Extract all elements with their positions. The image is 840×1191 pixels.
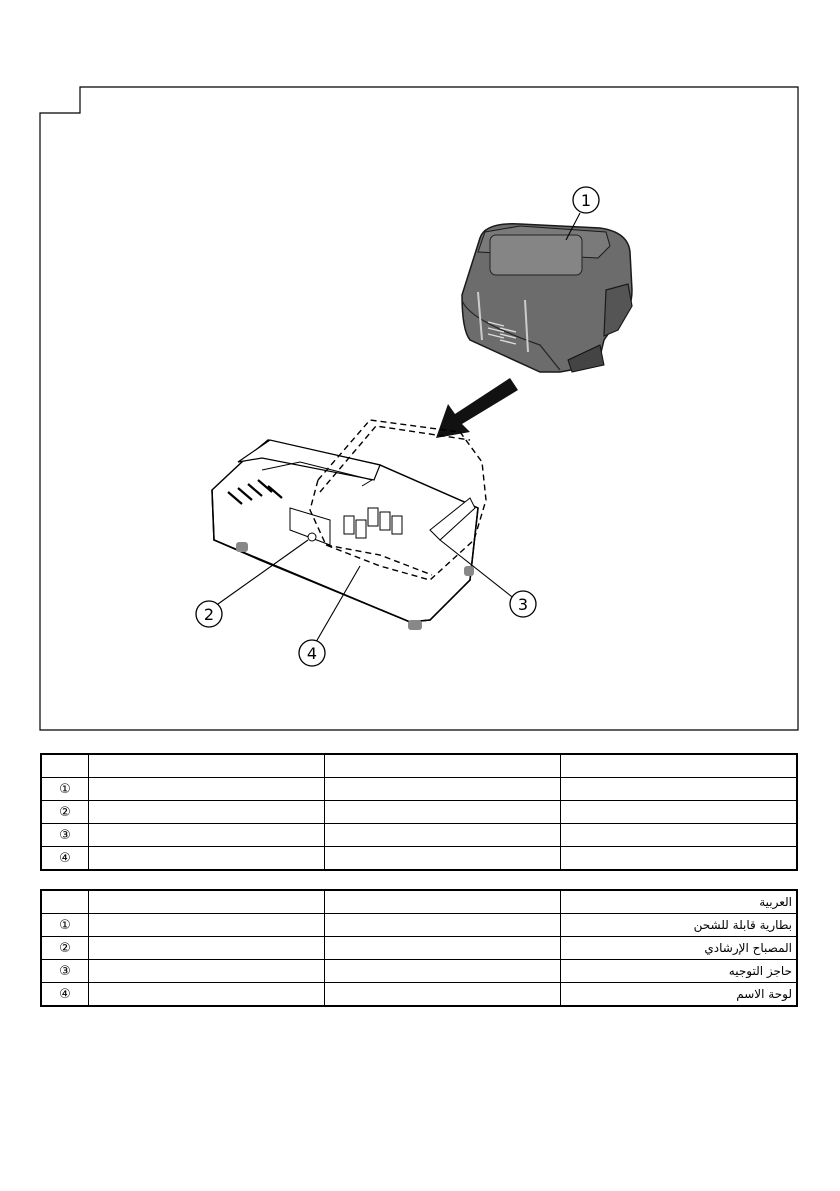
table-row [41, 778, 797, 801]
language-header-arabic: العربية [561, 890, 798, 914]
row-number: ④ [41, 983, 89, 1007]
parts-table-arabic [40, 889, 798, 1007]
row-number: ③ [41, 960, 89, 983]
table-header-row [41, 890, 797, 914]
table-cell [561, 801, 798, 824]
part-name-arabic: المصباح الإرشادي [561, 937, 798, 960]
table-row [41, 960, 797, 983]
charger-illustration [212, 440, 478, 630]
battery-pack-illustration [462, 224, 632, 372]
row-number: ② [41, 801, 89, 824]
part-name-arabic: لوحة الاسم [561, 983, 798, 1007]
table-row [41, 983, 797, 1007]
row-number: ③ [41, 824, 89, 847]
svg-text:2: 2 [203, 605, 215, 624]
svg-text:1: 1 [580, 191, 592, 210]
part-name-arabic: حاجز التوجيه [561, 960, 798, 983]
callout-1 [573, 187, 599, 213]
parts-table-1 [40, 753, 798, 871]
part-name-arabic: بطارية قابلة للشحن [561, 914, 798, 937]
table-cell [89, 754, 325, 778]
table-cell [89, 983, 325, 1007]
table-cell [89, 890, 325, 914]
table-cell [89, 847, 325, 871]
table-cell [89, 801, 325, 824]
table-cell [561, 824, 798, 847]
svg-text:3: 3 [517, 595, 529, 614]
callout-3 [510, 591, 536, 617]
table-row [41, 801, 797, 824]
table-cell [561, 754, 798, 778]
callout-4 [299, 640, 325, 666]
table-row [41, 914, 797, 937]
row-number: ② [41, 937, 89, 960]
table-cell [325, 983, 561, 1007]
table-cell [89, 960, 325, 983]
table-cell [325, 847, 561, 871]
table-cell [325, 960, 561, 983]
table-cell [325, 801, 561, 824]
table-row [41, 847, 797, 871]
table-header-row [41, 754, 797, 778]
table-cell [325, 754, 561, 778]
table-cell [41, 754, 89, 778]
table-cell [325, 937, 561, 960]
table-cell [561, 847, 798, 871]
table-cell [89, 824, 325, 847]
insert-arrow [436, 378, 518, 438]
table-row [41, 824, 797, 847]
row-number: ① [41, 778, 89, 801]
table-cell [89, 778, 325, 801]
figure-frame-border [40, 87, 798, 730]
table-cell [325, 778, 561, 801]
table-cell [325, 914, 561, 937]
table-cell [325, 890, 561, 914]
table-cell [561, 778, 798, 801]
callout-2 [196, 601, 222, 627]
table-row [41, 937, 797, 960]
row-number: ④ [41, 847, 89, 871]
svg-text:4: 4 [306, 644, 318, 663]
table-cell [89, 914, 325, 937]
row-number: ① [41, 914, 89, 937]
table-cell [89, 937, 325, 960]
table-cell [325, 824, 561, 847]
table-cell [41, 890, 89, 914]
